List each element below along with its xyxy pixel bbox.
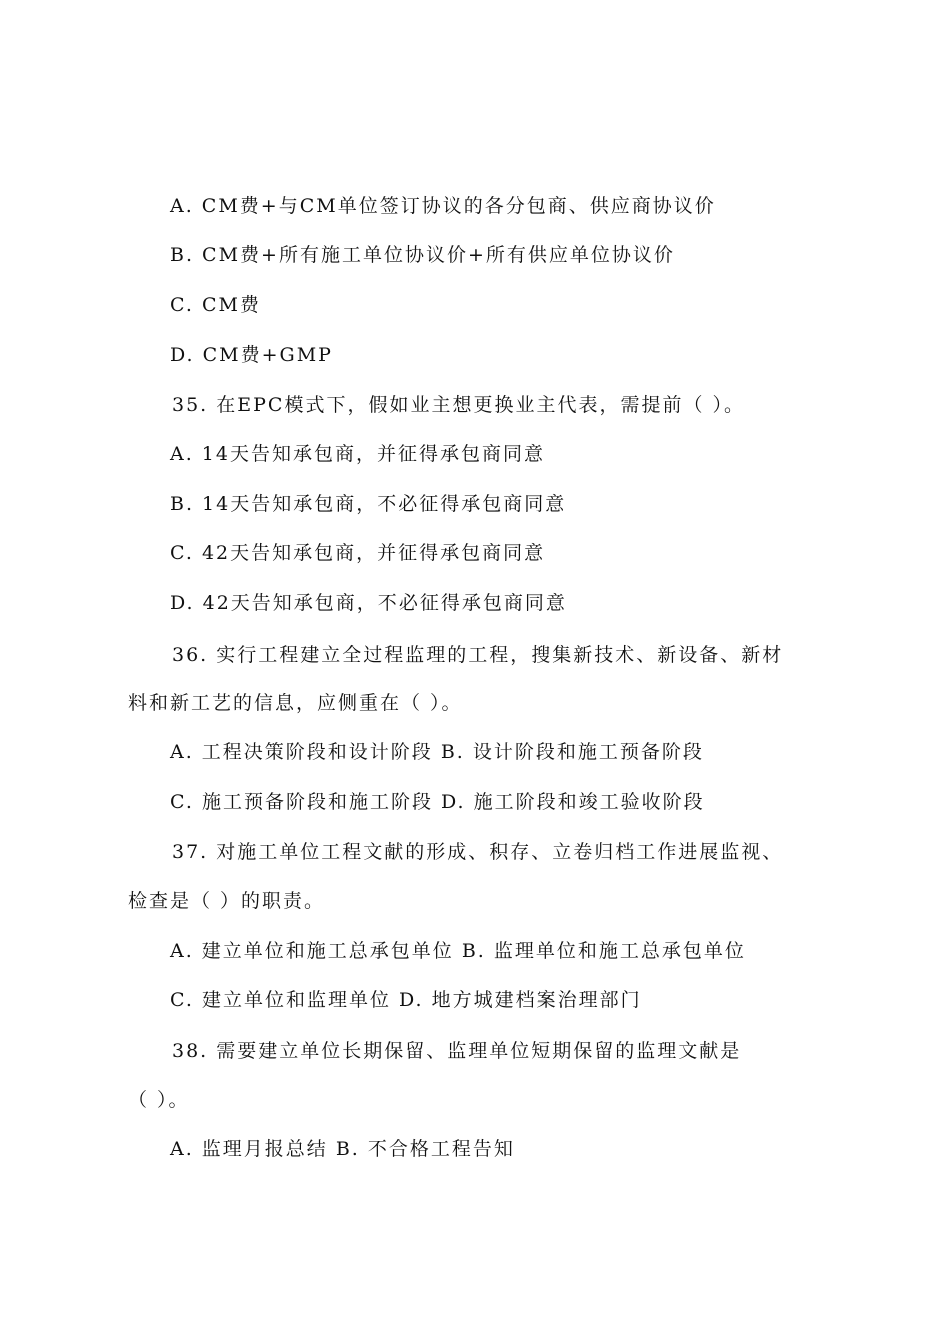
question-35: 35. 在EPC模式下，假如业主想更换业主代表，需提前（ ）。 — [172, 394, 745, 416]
question-38-line-1: 38. 需要建立单位长期保留、监理单位短期保留的监理文献是 — [172, 1040, 742, 1062]
option-d-q35: D. 42天告知承包商，不必征得承包商同意 — [170, 592, 567, 614]
options-ab-q36: A. 工程决策阶段和设计阶段 B. 设计阶段和施工预备阶段 — [170, 741, 704, 763]
option-c-q34: C. CM费 — [170, 294, 261, 316]
options-cd-q37: C. 建立单位和监理单位 D. 地方城建档案治理部门 — [170, 989, 642, 1011]
option-c-q35: C. 42天告知承包商，并征得承包商同意 — [170, 542, 546, 564]
options-ab-q38: A. 监理月报总结 B. 不合格工程告知 — [170, 1138, 515, 1160]
options-cd-q36: C. 施工预备阶段和施工阶段 D. 施工阶段和竣工验收阶段 — [170, 791, 705, 813]
option-a-q35: A. 14天告知承包商，并征得承包商同意 — [170, 443, 545, 465]
question-37-line-1: 37. 对施工单位工程文献的形成、积存、立卷归档工作进展监视、 — [172, 841, 784, 863]
option-b-q34: B. CM费+所有施工单位协议价+所有供应单位协议价 — [170, 244, 675, 266]
option-b-q35: B. 14天告知承包商，不必征得承包商同意 — [170, 493, 567, 515]
question-38-line-2: （ ）。 — [128, 1089, 190, 1111]
question-37-line-2: 检查是（ ）的职责。 — [128, 890, 326, 912]
question-36-line-2: 料和新工艺的信息，应侧重在（ ）。 — [128, 692, 463, 714]
question-36-line-1: 36. 实行工程建立全过程监理的工程，搜集新技术、新设备、新材 — [172, 644, 784, 666]
option-a-q34: A. CM费+与CM单位签订协议的各分包商、供应商协议价 — [170, 195, 716, 217]
option-d-q34: D. CM费+GMP — [170, 344, 333, 366]
options-ab-q37: A. 建立单位和施工总承包单位 B. 监理单位和施工总承包单位 — [170, 940, 746, 962]
